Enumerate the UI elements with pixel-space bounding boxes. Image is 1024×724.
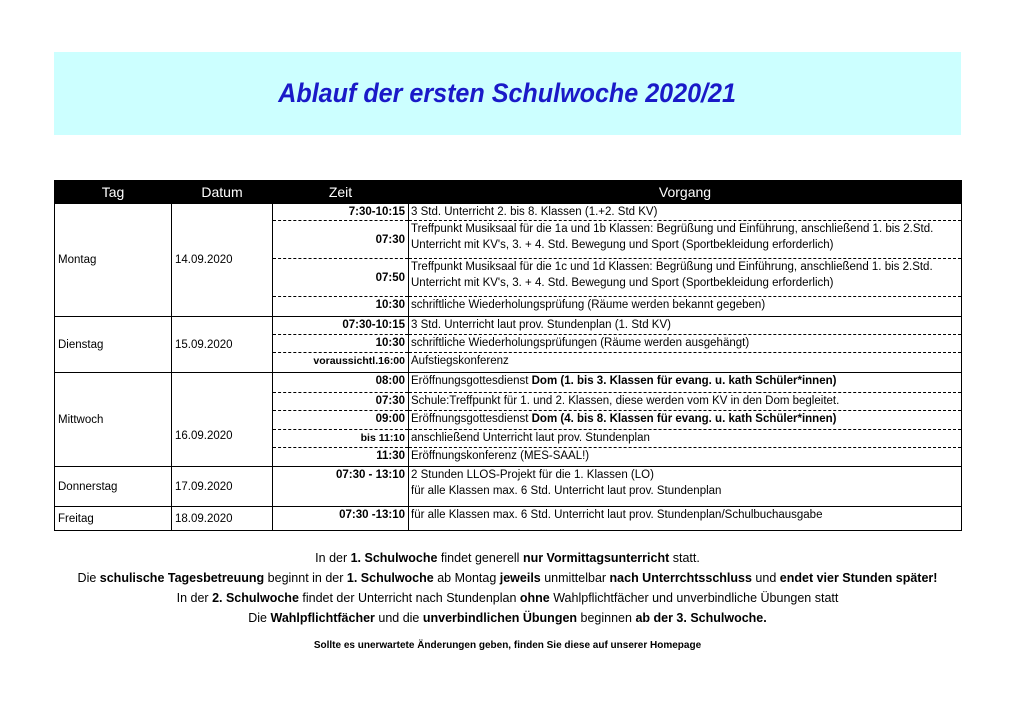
bold-text: nach Unterrchtsschluss xyxy=(609,571,752,585)
text-run: Die xyxy=(77,571,100,585)
activity-line xyxy=(411,483,959,499)
text-run: Eröffnungskonferenz (MES-SAAL!) xyxy=(411,450,590,462)
text-run: In der xyxy=(176,591,213,605)
day-cell: Montag xyxy=(55,204,172,317)
bold-text: 1. Schulwoche xyxy=(350,551,438,565)
text-run: schriftliche Wiederholungsprüfungen (Räume werden ausgehängt) xyxy=(411,337,750,349)
time-cell: bis 11:10 xyxy=(273,430,409,448)
header-vorgang: Vorgang xyxy=(409,181,962,204)
bold-text: Dom (4. bis 8. Klassen für evang. u. kath Schüler*innen) xyxy=(531,413,837,425)
date-cell: 14.09.2020 xyxy=(172,204,273,317)
page-title: Ablauf der ersten Schulwoche 2020/21 xyxy=(278,78,737,108)
bold-text: nur Vormittagsunterricht xyxy=(522,551,670,565)
schedule-table xyxy=(54,180,962,531)
schedule-body xyxy=(55,204,962,531)
text-run: 3 Std. Unterricht laut prov. Stundenplan (1. Std KV) xyxy=(411,319,671,331)
activity-cell xyxy=(409,393,962,411)
activity-line xyxy=(411,448,959,464)
activity-line xyxy=(411,204,959,220)
text-run: findet generell xyxy=(437,551,523,565)
text-run: für alle Klassen max. 6 Std. Unterricht laut prov. Stundenplan/Schulbuchausgabe xyxy=(411,509,823,521)
date-cell: 15.09.2020 xyxy=(172,317,273,373)
activity-cell xyxy=(409,430,962,448)
text-run: 3 Std. Unterricht 2. bis 8. Klassen (1.+2. Std KV) xyxy=(411,206,658,218)
text-run: Treffpunkt Musiksaal für die 1c und 1d Klassen: Begrüßung und Einführung, anschließend 1. bis 2.Std. xyxy=(411,261,933,273)
bold-text: ohne xyxy=(519,591,550,605)
activity-cell xyxy=(409,259,962,297)
header-datum: Datum xyxy=(172,181,273,204)
table-row xyxy=(55,373,962,393)
header-zeit: Zeit xyxy=(273,181,409,204)
note-line xyxy=(54,568,961,588)
header-tag: Tag xyxy=(55,181,172,204)
day-cell: Dienstag xyxy=(55,317,172,373)
activity-cell xyxy=(409,221,962,259)
text-run: Unterricht mit KV's, 3. + 4. Std. Bewegung und Sport (Sportbekleidung erforderlich) xyxy=(411,239,834,251)
activity-line xyxy=(411,393,959,409)
activity-cell xyxy=(409,507,962,531)
text-run: beginnen xyxy=(577,611,636,625)
day-cell: Freitag xyxy=(55,507,172,531)
text-run: für alle Klassen max. 6 Std. Unterricht laut prov. Stundenplan xyxy=(411,485,722,497)
activity-line xyxy=(411,353,959,369)
bold-text: ab der 3. Schulwoche. xyxy=(635,611,767,625)
activity-cell xyxy=(409,373,962,393)
bold-text: schulische Tagesbetreuung xyxy=(99,571,265,585)
text-run: unmittelbar xyxy=(540,571,610,585)
day-cell: Mittwoch xyxy=(55,373,172,467)
time-cell: 07:30 -13:10 xyxy=(273,507,409,531)
activity-cell xyxy=(409,297,962,317)
bold-text: jeweils xyxy=(499,571,541,585)
time-cell: 09:00 xyxy=(273,411,409,430)
text-run: In der xyxy=(315,551,351,565)
note-line xyxy=(54,548,961,568)
text-run: Aufstiegskonferenz xyxy=(411,355,509,367)
activity-cell xyxy=(409,317,962,335)
time-cell: 07:30 xyxy=(273,221,409,259)
time-cell: 07:30 xyxy=(273,393,409,411)
note-line xyxy=(54,608,961,628)
activity-line xyxy=(411,237,959,253)
table-row xyxy=(55,317,962,335)
text-run: schriftliche Wiederholungsprüfung (Räume werden bekannt gegeben) xyxy=(411,299,766,311)
text-run: ab Montag xyxy=(433,571,500,585)
text-run: Schule:Treffpunkt für 1. und 2. Klassen, diese werden vom KV in den Dom begleitet. xyxy=(411,395,840,407)
title-banner xyxy=(54,52,961,135)
bold-text: 1. Schulwoche xyxy=(346,571,434,585)
text-run: und xyxy=(751,571,780,585)
activity-line xyxy=(411,221,959,237)
time-cell: 07:50 xyxy=(273,259,409,297)
note-line xyxy=(54,588,961,608)
text-run: beginnt in der xyxy=(264,571,347,585)
activity-line xyxy=(411,317,959,333)
footer-note: Sollte es unerwartete Änderungen geben, finden Sie diese auf unserer Homepage xyxy=(313,640,702,651)
bold-text: Dom (1. bis 3. Klassen für evang. u. kath Schüler*innen) xyxy=(531,375,837,387)
text-run: Eröffnungsgottesdienst xyxy=(411,413,532,425)
time-cell: 10:30 xyxy=(273,297,409,317)
table-row xyxy=(55,467,962,507)
date-cell: 16.09.2020 xyxy=(172,373,273,467)
day-cell: Donnerstag xyxy=(55,467,172,507)
activity-line xyxy=(411,411,959,427)
text-run: 2 Stunden LLOS-Projekt für die 1. Klassen (LO) xyxy=(411,469,654,481)
activity-line xyxy=(411,467,959,483)
table-row xyxy=(55,507,962,531)
time-cell: 07:30-10:15 xyxy=(273,317,409,335)
activity-line xyxy=(411,335,959,351)
activity-cell xyxy=(409,467,962,507)
text-run: Unterricht mit KV's, 3. + 4. Std. Bewegung und Sport (Sportbekleidung erforderlich) xyxy=(411,277,834,289)
activity-cell xyxy=(409,204,962,221)
time-cell: 7:30-10:15 xyxy=(273,204,409,221)
activity-line xyxy=(411,297,959,313)
table-header-row xyxy=(55,181,962,204)
text-run: statt. xyxy=(669,551,700,565)
activity-line xyxy=(411,275,959,291)
text-run: Treffpunkt Musiksaal für die 1a und 1b Klassen: Begrüßung und Einführung, anschließend 1. bis 2.Std. xyxy=(411,223,934,235)
table-row xyxy=(55,204,962,221)
time-cell: 11:30 xyxy=(273,448,409,467)
activity-line xyxy=(411,430,959,446)
bold-text: unverbindlichen Übungen xyxy=(422,611,578,625)
text-run: Wahlpflichtfächer und unverbindliche Übungen statt xyxy=(549,591,839,605)
time-cell: voraussichtl.16:00 xyxy=(273,353,409,373)
bold-text: endet vier Stunden später! xyxy=(779,571,938,585)
activity-cell xyxy=(409,448,962,467)
text-run: Die xyxy=(248,611,271,625)
notes-block xyxy=(54,548,961,628)
time-cell: 08:00 xyxy=(273,373,409,393)
date-cell: 17.09.2020 xyxy=(172,467,273,507)
activity-cell xyxy=(409,353,962,373)
activity-cell xyxy=(409,335,962,353)
bold-text: 2. Schulwoche xyxy=(212,591,299,605)
bold-text: Wahlpflichtfächer xyxy=(270,611,375,625)
text-run: findet der Unterricht nach Stundenplan xyxy=(298,591,520,605)
activity-line xyxy=(411,507,959,523)
text-run: und die xyxy=(374,611,423,625)
activity-line xyxy=(411,259,959,275)
time-cell: 10:30 xyxy=(273,335,409,353)
activity-cell xyxy=(409,411,962,430)
text-run: Eröffnungsgottesdienst xyxy=(411,375,532,387)
activity-line xyxy=(411,373,959,389)
text-run: anschließend Unterricht laut prov. Stundenplan xyxy=(411,432,650,444)
date-cell: 18.09.2020 xyxy=(172,507,273,531)
time-cell: 07:30 - 13:10 xyxy=(273,467,409,507)
